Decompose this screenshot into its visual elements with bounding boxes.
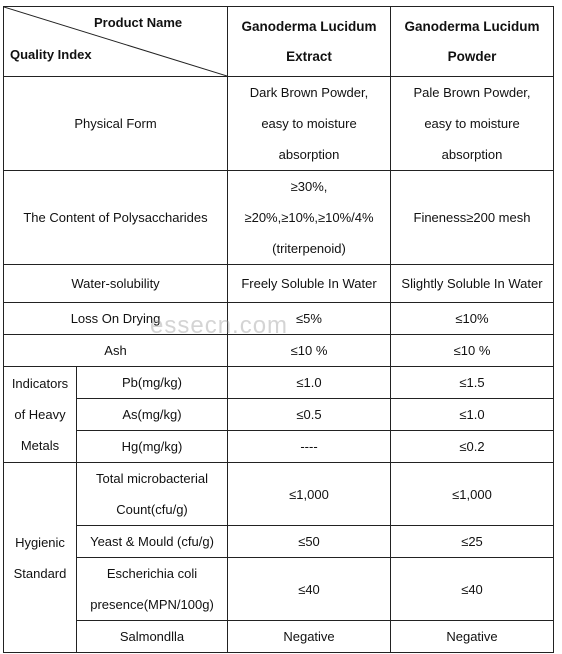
hygienic-item-powder: Negative (391, 621, 554, 653)
heavy-metal-extract: ≤1.0 (228, 367, 391, 399)
ash-extract: ≤10 % (228, 335, 391, 367)
table-row (4, 621, 554, 653)
heavy-metal-powder: ≤1.5 (391, 367, 554, 399)
product-name-label: Product Name (94, 15, 183, 30)
loss-on-drying-row (4, 303, 554, 335)
hygienic-group-label: Hygienic Standard (4, 463, 77, 653)
table-row (4, 431, 554, 463)
heavy-metal-powder: ≤0.2 (391, 431, 554, 463)
hygienic-item-powder: ≤25 (391, 526, 554, 558)
water-solubility-row (4, 265, 554, 303)
physical-form-row (4, 77, 554, 171)
heavy-metal-extract: ≤0.5 (228, 399, 391, 431)
heavy-metal-extract: ---- (228, 431, 391, 463)
heavy-metal-label: Pb(mg/kg) (77, 367, 228, 399)
table-row (4, 526, 554, 558)
ash-label: Ash (4, 335, 228, 367)
ash-row (4, 335, 554, 367)
physical-form-extract: Dark Brown Powder, easy to moisture absorption (228, 77, 391, 171)
polysaccharides-label: The Content of Polysaccharides (4, 171, 228, 265)
hygienic-item-extract: ≤40 (228, 558, 391, 621)
loss-on-drying-extract: ≤5% (228, 303, 391, 335)
hygienic-item-label: Escherichia coli presence(MPN/100g) (77, 558, 228, 621)
table-row (4, 558, 554, 621)
table-row (4, 399, 554, 431)
water-solubility-powder: Slightly Soluble In Water (391, 265, 554, 303)
heavy-metal-label: Hg(mg/kg) (77, 431, 228, 463)
loss-on-drying-label: Loss On Drying (4, 303, 228, 335)
powder-column-header: Ganoderma Lucidum Powder (391, 7, 554, 77)
header-row (4, 7, 554, 77)
hygienic-item-extract: ≤1,000 (228, 463, 391, 526)
table-row (4, 367, 554, 399)
water-solubility-extract: Freely Soluble In Water (228, 265, 391, 303)
ash-powder: ≤10 % (391, 335, 554, 367)
heavy-metals-group-label: Indicators of Heavy Metals (4, 367, 77, 463)
quality-index-label: Quality Index (10, 47, 92, 62)
polysaccharides-row (4, 171, 554, 265)
hygienic-item-label: Salmondlla (77, 621, 228, 653)
hygienic-item-label: Total microbacterial Count(cfu/g) (77, 463, 228, 526)
hygienic-item-powder: ≤40 (391, 558, 554, 621)
watermark: essecn.com (150, 312, 289, 339)
quality-table (3, 6, 554, 653)
physical-form-powder: Pale Brown Powder, easy to moisture absorption (391, 77, 554, 171)
polysaccharides-powder: Fineness≥200 mesh (391, 171, 554, 265)
hygienic-item-label: Yeast & Mould (cfu/g) (77, 526, 228, 558)
hygienic-item-extract: Negative (228, 621, 391, 653)
header-diagonal-cell (4, 7, 228, 77)
polysaccharides-extract: ≥30%, ≥20%,≥10%,≥10%/4% (triterpenoid) (228, 171, 391, 265)
heavy-metal-powder: ≤1.0 (391, 399, 554, 431)
table-row (4, 463, 554, 526)
water-solubility-label: Water-solubility (4, 265, 228, 303)
heavy-metal-label: As(mg/kg) (77, 399, 228, 431)
hygienic-item-powder: ≤1,000 (391, 463, 554, 526)
physical-form-label: Physical Form (4, 77, 228, 171)
loss-on-drying-powder: ≤10% (391, 303, 554, 335)
extract-column-header: Ganoderma Lucidum Extract (228, 7, 391, 77)
hygienic-item-extract: ≤50 (228, 526, 391, 558)
